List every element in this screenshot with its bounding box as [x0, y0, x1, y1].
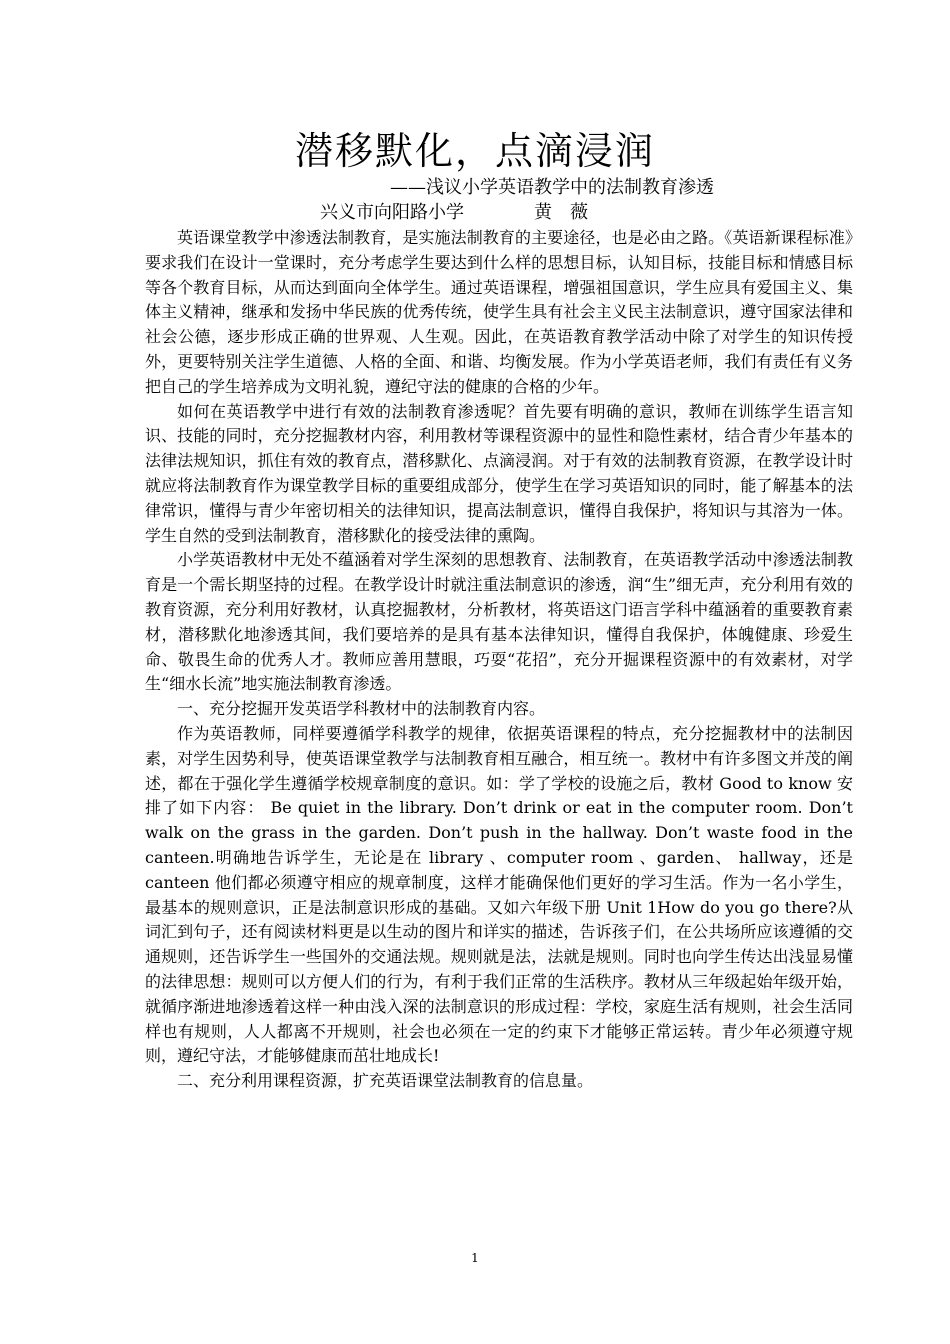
- document-title: 潜移默化，点滴浸润: [294, 129, 655, 173]
- paragraph: 小学英语教材中无处不蕴涵着对学生深刻的思想教育、法制教育，在英语教学活动中渗透法制教育是一个需长期坚持的过程。在教学设计时就注重法制意识的渗透，润“生”细无声，充分利用有效的教育资源，充分利用好教材，认真挖掘教材，分析教材，将英语这门语言学科中蕴涵着的重要教育素材，潜移默化地渗透其间，我们要培养的是具有基本法律知识，懂得自我保护，体魄健康、珍爱生命、敬畏生命的优秀人才。教师应善用慧眼，巧耍“花招”，充分开掘课程资源中的有效素材，对学生“细水长流”地实施法制教育渗透。: [145, 550, 853, 694]
- byline: [320, 201, 606, 225]
- document-subtitle: ——浅议小学英语教学中的法制教育渗透: [390, 177, 714, 198]
- author-name: 黄薇: [534, 202, 606, 223]
- section-heading: 一、充分挖掘开发英语学科教材中的法制教育内容。: [177, 699, 546, 719]
- body-text: [145, 226, 853, 1094]
- section-heading: 二、充分利用课程资源，扩充英语课堂法制教育的信息量。: [177, 1071, 594, 1091]
- paragraph: 如何在英语教学中进行有效的法制教育渗透呢？首先要有明确的意识，教师在训练学生语言知识、技能的同时，充分挖掘教材内容，利用教材等课程资源中的显性和隐性素材，结合青少年基本的法律法规知识，抓住有效的教育点，潜移默化、点滴浸润。对于有效的法制教育资源，在教学设计时就应将法制教育作为课堂教学目标的重要组成部分，使学生在学习英语知识的同时，能了解基本的法律常识，懂得与青少年密切相关的法律知识，提高法制意识，懂得自我保护，将知识与其溶为一体。学生自然的受到法制教育，潜移默化的接受法律的熏陶。: [145, 401, 853, 545]
- school-name: 兴义市向阳路小学: [320, 202, 464, 223]
- paragraph: 英语课堂教学中渗透法制教育，是实施法制教育的主要途径，也是必由之路。《英语新课程标准》要求我们在设计一堂课时，充分考虑学生要达到什么样的思想目标，认知目标，技能目标和情感目标等各个教育目标，从而达到面向全体学生。通过英语课程，增强祖国意识，学生应具有爱国主义、集体主义精神，继承和发扬中华民族的优秀传统，使学生具有社会主义民主法制意识，遵守国家法律和社会公德，逐步形成正确的世界观、人生观。因此，在英语教育教学活动中除了对学生的知识传授外，更要特别关注学生道德、人格的全面、和谐、均衡发展。作为小学英语老师，我们有责任有义务把自己的学生培养成为文明礼貌，遵纪守法的健康的合格的少年。: [145, 228, 853, 396]
- page-number: 1: [471, 1251, 479, 1265]
- paragraph: 作为英语教师，同样要遵循学科教学的规律，依据英语课程的特点，充分挖掘教材中的法制因素，对学生因势利导，使英语课堂教学与法制教育相互融合，相互统一。教材中有许多图文并茂的阐述，都在于强化学生遵循学校规章制度的意识。如：学了学校的设施之后，教材 Good to know 安排了如下内容： Be quiet in the library. Don’t drink or eat in the computer room. Don’t walk on the grass in the garden. Don’t push in the hallway. Don’t waste food in the canteen.明确地告诉学生，无论是在 library 、computer room 、garden、 hallway，还是 canteen 他们都必须遵守相应的规章制度，这样才能确保他们更好的学习生活。作为一名小学生，最基本的规则意识，正是法制意识形成的基础。又如六年级下册 Unit 1How do you go there?从词汇到句子，还有阅读材料更是以生动的图片和详实的描述，告诉孩子们，在公共场所应该遵循的交通规则，还告诉学生一些国外的交通法规。规则就是法，法就是规则。同时也向学生传达出浅显易懂的法律思想：规则可以方便人们的行为，有利于我们正常的生活秩序。教材从三年级起始年级开始，就循序渐进地渗透着这样一种由浅入深的法制意识的形成过程：学校，家庭生活有规则，社会生活同样也有规则，人人都离不开规则，社会也必须在一定的约束下才能够正常运转。青少年必须遵守规则，遵纪守法，才能够健康而茁壮地成长!: [145, 723, 853, 1066]
